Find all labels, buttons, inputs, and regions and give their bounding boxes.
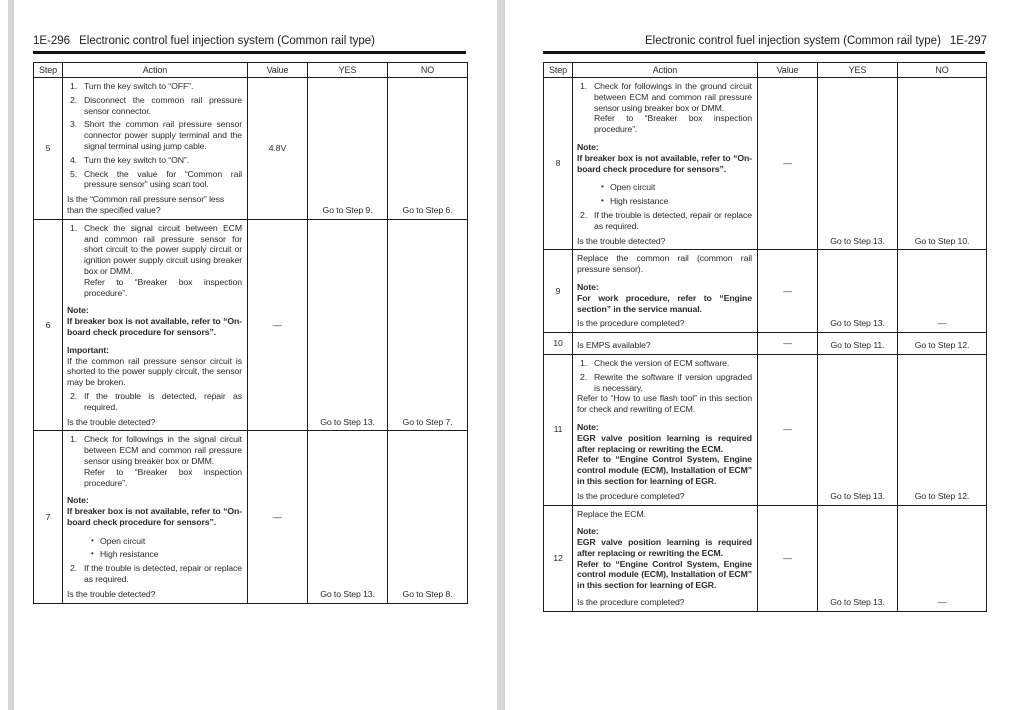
- action-numbered-item: [67, 155, 242, 166]
- action-cell: [573, 250, 758, 332]
- page-header-right: [645, 35, 987, 47]
- no-cell: Go to Step 10.: [914, 235, 970, 246]
- column-header: Value: [758, 63, 818, 77]
- page-number-left: 1E-296: [33, 35, 71, 47]
- action-cell: [63, 220, 248, 431]
- table-row: [34, 78, 467, 220]
- no-cell: Go to Step 12.: [914, 490, 970, 501]
- column-header: YES: [818, 63, 898, 77]
- no-cell: Go to Step 7.: [402, 416, 453, 427]
- item-text: If the trouble is detected, repair or replace as required.: [84, 563, 242, 585]
- action-text: If breaker box is not available, refer to “On-board check procedure for sensors”.: [67, 506, 242, 527]
- item-text: If the trouble is detected, repair or replace as required.: [594, 209, 752, 231]
- value-cell: —: [758, 333, 818, 354]
- action-numbered-item: [67, 95, 242, 117]
- step-cell: 11: [544, 355, 573, 505]
- yes-cell: Go to Step 13.: [818, 78, 898, 249]
- item-text: Turn the key switch to “ON”.: [84, 154, 190, 165]
- page-title-right: Electronic control fuel injection system (Common rail type): [644, 35, 941, 47]
- item-text: Check the version of ECM software.: [594, 357, 730, 368]
- step-cell: 7: [34, 431, 63, 602]
- action-text: Note:: [577, 281, 599, 292]
- value-cell: 4.8V: [248, 78, 308, 219]
- item-number: 2.: [70, 563, 78, 574]
- item-number: 1.: [70, 434, 78, 445]
- action-text: Replace the ECM.: [577, 508, 646, 519]
- yes-cell: Go to Step 13.: [818, 355, 898, 505]
- column-header: Action: [573, 63, 758, 77]
- value-cell: —: [758, 506, 818, 611]
- question-text: Is the trouble detected?: [67, 416, 156, 427]
- action-text: EGR valve position learning is required after replacing or rewriting the ECM.: [577, 432, 752, 454]
- action-text: Refer to “Breaker box inspection procedure”.: [84, 276, 242, 298]
- item-number: 2.: [70, 390, 78, 401]
- action-bullet-item: [601, 196, 752, 207]
- no-cell: Go to Step 6.: [402, 204, 453, 215]
- action-numbered-item: [67, 119, 242, 151]
- diagnostic-table-left: [33, 62, 468, 604]
- item-text: Check for followings in the ground circuit between ECM and common rail pressure sensor using breaker box or DMM.: [594, 81, 752, 113]
- item-number: 2.: [70, 94, 78, 105]
- item-number: 4.: [70, 154, 78, 165]
- item-number: 1.: [580, 81, 588, 91]
- table-row: [34, 431, 467, 602]
- item-text: Short the common rail pressure sensor connector power supply terminal and the signal terminal using jump cable.: [84, 119, 242, 151]
- yes-cell: Go to Step 13.: [308, 220, 388, 431]
- bullet-text: High resistance: [100, 549, 159, 560]
- action-text: Refer to “Breaker box inspection procedure”.: [594, 113, 752, 135]
- no-cell: —: [937, 596, 947, 607]
- question-text: Is the “Common rail pressure sensor” less than the specified value?: [67, 194, 225, 215]
- item-number: 1.: [70, 222, 78, 233]
- action-numbered-item: [67, 81, 242, 92]
- action-text: Refer to “How to use flash tool” in this section for check and rewriting of ECM.: [577, 393, 752, 415]
- column-header: YES: [308, 63, 388, 77]
- action-cell: [63, 78, 248, 219]
- item-text: Disconnect the common rail pressure sensor connector.: [84, 94, 242, 116]
- column-header: Step: [544, 63, 573, 77]
- action-text: Refer to “Breaker box inspection procedure”.: [84, 466, 242, 488]
- item-text: Turn the key switch to “OFF”.: [84, 81, 194, 91]
- item-number: 2.: [580, 209, 588, 220]
- action-text: Note:: [67, 495, 89, 506]
- step-cell: 9: [544, 250, 573, 332]
- table-header-row: [34, 63, 467, 78]
- step-cell: 12: [544, 506, 573, 611]
- question-text: Is EMPS available?: [577, 340, 651, 351]
- yes-cell: Go to Step 13.: [308, 431, 388, 602]
- action-text: If breaker box is not available, refer to “On-board check procedure for sensors”.: [577, 152, 752, 174]
- action-numbered-item: [577, 81, 752, 113]
- page-edge-shadow-left: [8, 0, 14, 710]
- action-numbered-item: [577, 210, 752, 232]
- action-numbered-item: [577, 358, 752, 369]
- action-cell: [63, 431, 248, 602]
- no-cell: Go to Step 8.: [402, 588, 453, 599]
- yes-cell: Go to Step 11.: [818, 333, 898, 354]
- bullet-text: High resistance: [610, 196, 669, 207]
- action-numbered-item: [577, 372, 752, 394]
- value-cell: —: [248, 220, 308, 431]
- item-text: Rewrite the software if version upgraded is necessary.: [594, 371, 752, 393]
- action-cell: [573, 78, 758, 249]
- bullet-icon: •: [91, 535, 94, 545]
- action-bullet-item: [91, 536, 242, 547]
- header-rule-left: [33, 51, 466, 54]
- value-cell: —: [758, 78, 818, 249]
- header-rule-right: [543, 51, 985, 54]
- action-text: For work procedure, refer to “Engine section” in the service manual.: [577, 292, 752, 314]
- value-cell: —: [758, 250, 818, 332]
- action-bullet-item: [601, 182, 752, 193]
- action-text: If breaker box is not available, refer to “On-board check procedure for sensors”.: [67, 316, 242, 337]
- column-header: Step: [34, 63, 63, 77]
- question-text: Is the procedure completed?: [577, 490, 685, 501]
- action-text: Note:: [577, 526, 599, 537]
- question-text: Is the trouble detected?: [67, 588, 156, 599]
- bullet-text: Open circuit: [610, 182, 656, 193]
- item-text: Check the value for “Common rail pressure sensor” using scan tool.: [84, 168, 242, 190]
- table-header-row: [544, 63, 986, 78]
- no-cell: —: [937, 318, 947, 329]
- action-cell: [573, 355, 758, 505]
- table-row: [34, 220, 467, 432]
- table-row: [544, 355, 986, 506]
- step-cell: 10: [544, 333, 573, 354]
- yes-cell: Go to Step 9.: [308, 78, 388, 219]
- item-text: Check the signal circuit between ECM and common rail pressure sensor for short circuit to the power supply circuit or ignition power supply circuit using breaker box or DMM.: [84, 222, 242, 276]
- action-numbered-item: [67, 391, 242, 413]
- step-cell: 8: [544, 78, 573, 249]
- yes-cell: Go to Step 13.: [818, 506, 898, 611]
- action-numbered-item: [67, 223, 242, 277]
- action-text: Replace the common rail (common rail pressure sensor).: [577, 253, 752, 275]
- value-cell: —: [248, 431, 308, 602]
- bullet-icon: •: [91, 549, 94, 559]
- table-row: [544, 333, 986, 355]
- item-number: 3.: [70, 119, 78, 130]
- item-number: 2.: [580, 371, 588, 382]
- table-row: [544, 506, 986, 611]
- page-gutter-shadow: [497, 0, 505, 710]
- yes-cell: Go to Step 13.: [818, 250, 898, 332]
- column-header: Value: [248, 63, 308, 77]
- column-header: NO: [420, 64, 435, 75]
- step-cell: 5: [34, 78, 63, 219]
- diagnostic-table-right: [543, 62, 987, 612]
- bullet-text: Open circuit: [100, 535, 146, 546]
- question-text: Is the procedure completed?: [577, 596, 685, 607]
- item-number: 5.: [70, 168, 78, 179]
- action-text: Note:: [577, 421, 599, 432]
- action-numbered-item: [67, 169, 242, 191]
- action-text: If the common rail pressure sensor circuit is shorted to the power supply circuit, the sensor may be broken.: [67, 355, 242, 388]
- action-cell: [573, 506, 758, 611]
- page-header-left: [33, 35, 375, 47]
- action-text: Important:: [67, 344, 109, 355]
- action-text: Note:: [577, 141, 599, 152]
- item-number: 1.: [580, 357, 588, 368]
- question-text: Is the trouble detected?: [577, 235, 666, 246]
- column-header: NO: [935, 64, 949, 75]
- action-cell: [573, 333, 758, 354]
- table-row: [544, 78, 986, 250]
- item-text: If the trouble is detected, repair as required.: [84, 390, 242, 412]
- page-number-right: 1E-297: [949, 35, 987, 47]
- page-title-left: Electronic control fuel injection system (Common rail type): [79, 35, 376, 47]
- item-number: 1.: [70, 81, 78, 91]
- table-row: [544, 250, 986, 333]
- action-text: EGR valve position learning is required after replacing or rewriting the ECM.: [577, 537, 752, 558]
- question-text: Is the procedure completed?: [577, 318, 685, 329]
- action-bullet-item: [91, 549, 242, 560]
- column-header: Action: [63, 63, 248, 77]
- bullet-icon: •: [601, 196, 604, 206]
- action-text: Refer to “Engine Control System, Engine control module (ECM), Installation of ECM” in this section for learning of EGR.: [577, 558, 752, 591]
- action-numbered-item: [67, 563, 242, 585]
- no-cell: Go to Step 12.: [914, 340, 970, 351]
- item-text: Check for followings in the signal circuit between ECM and common rail pressure sensor using breaker box or DMM.: [84, 434, 242, 466]
- action-text: Note:: [67, 305, 89, 316]
- action-numbered-item: [67, 434, 242, 466]
- value-cell: —: [758, 355, 818, 505]
- step-cell: 6: [34, 220, 63, 431]
- action-text: Refer to “Engine Control System, Engine control module (ECM), Installation of ECM” in this section for learning of EGR.: [577, 454, 752, 486]
- bullet-icon: •: [601, 182, 604, 192]
